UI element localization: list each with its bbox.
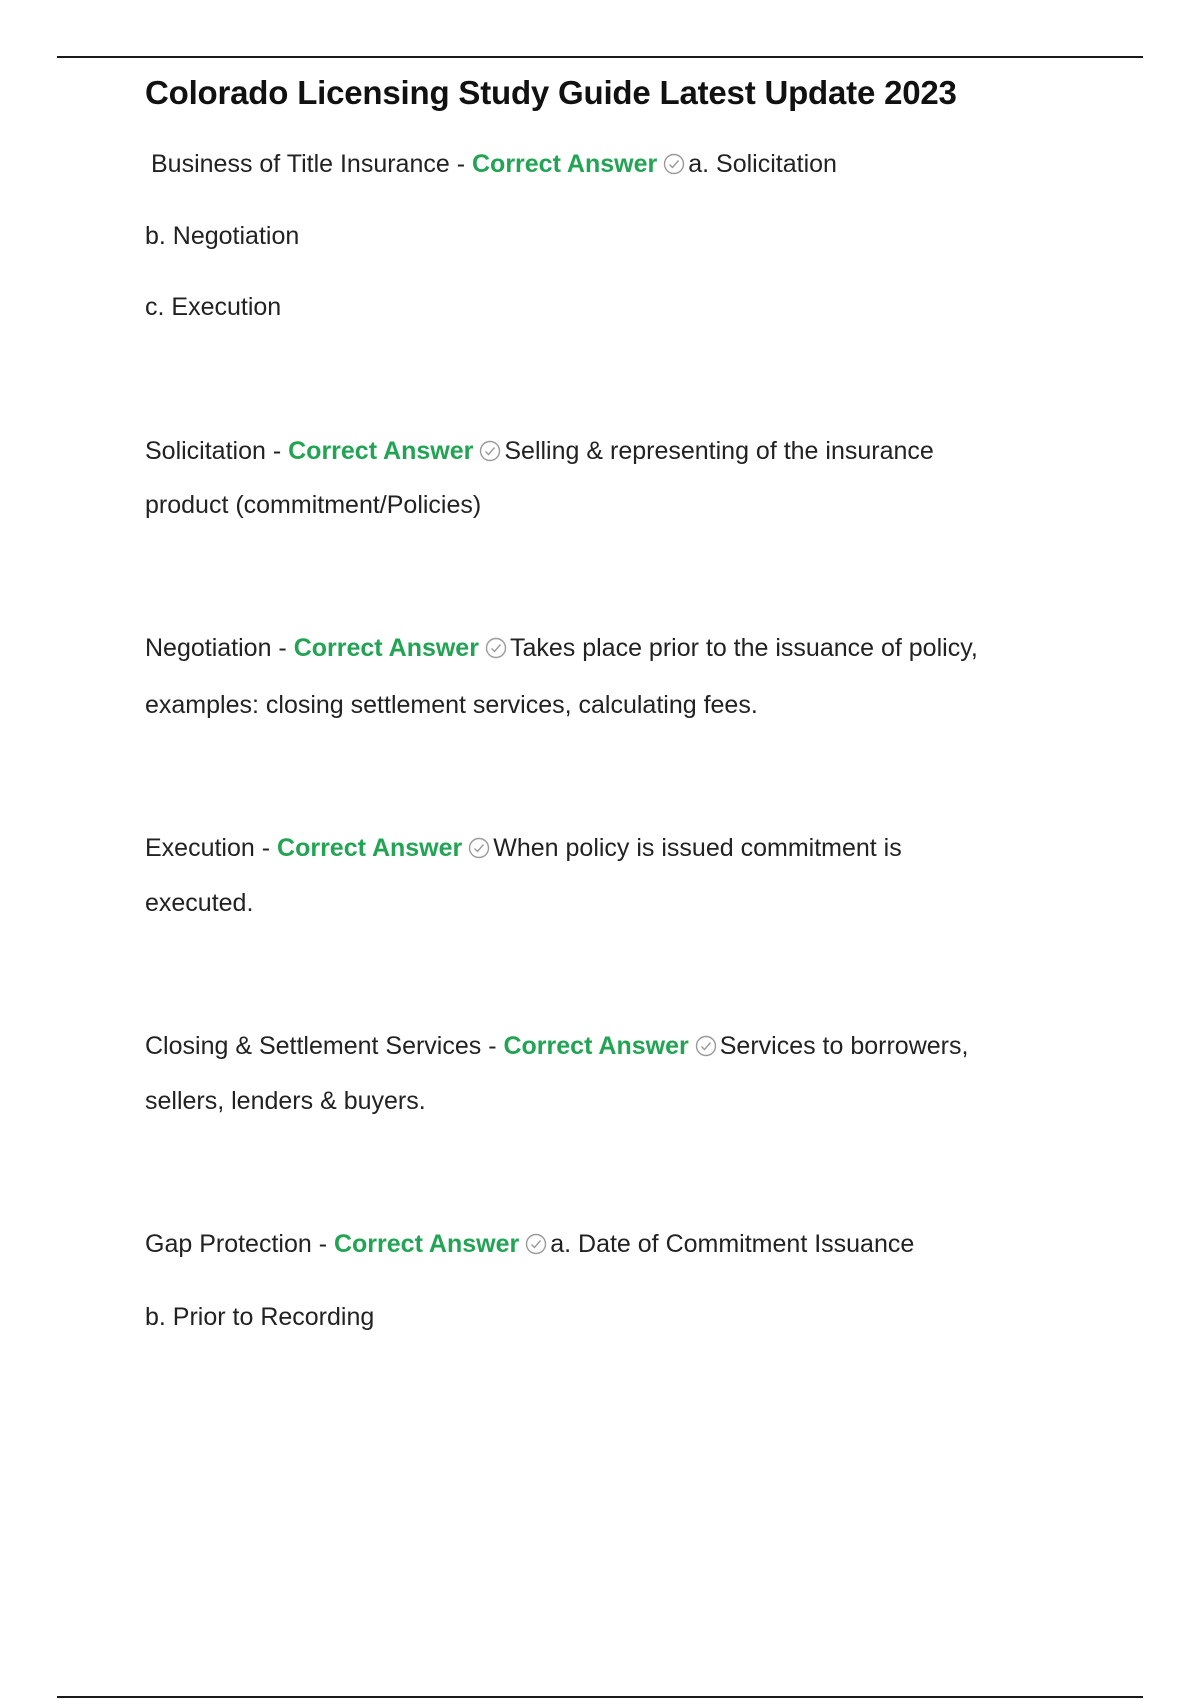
page-title: Colorado Licensing Study Guide Latest Update 2023 <box>145 74 957 111</box>
check-circle-icon <box>695 1035 717 1057</box>
correct-answer-label: Correct Answer <box>293 634 479 662</box>
correct-answer-label: Correct Answer <box>288 437 474 465</box>
entry-line: Closing & Settlement Services - Correct Answer Services to borrowers, <box>145 1032 969 1060</box>
entry-continuation: examples: closing settlement services, calculating fees. <box>145 691 758 719</box>
entry-continuation: executed. <box>145 889 254 917</box>
entry-term: Closing & Settlement Services <box>145 1032 482 1060</box>
entry-answer: When policy is issued commitment is <box>493 834 902 862</box>
entry-continuation: c. Execution <box>145 293 282 321</box>
entry-term: Gap Protection <box>145 1230 312 1258</box>
correct-answer-label: Correct Answer <box>333 1230 520 1258</box>
entry-continuation: sellers, lenders & buyers. <box>145 1087 426 1115</box>
entry-continuation: b. Prior to Recording <box>145 1303 375 1331</box>
check-circle-icon <box>663 153 685 175</box>
entry-answer: Services to borrowers, <box>719 1032 969 1060</box>
entry-answer: a. Date of Commitment Issuance <box>550 1230 915 1258</box>
entry-answer: a. Solicitation <box>688 150 837 178</box>
footer-rule <box>57 1696 1143 1698</box>
entry-term: Business of Title Insurance <box>151 150 450 178</box>
header-rule <box>57 56 1143 58</box>
entry-line: Business of Title Insurance - Correct Answer a. Solicitation <box>151 150 837 178</box>
entry-continuation: b. Negotiation <box>145 222 300 250</box>
entry-line: Execution - Correct Answer When policy is issued commitment is <box>145 834 902 862</box>
check-circle-icon <box>468 837 490 859</box>
correct-answer-label: Correct Answer <box>472 150 658 178</box>
entry-term: Solicitation <box>145 437 266 465</box>
correct-answer-label: Correct Answer <box>503 1032 689 1060</box>
entry-continuation: product (commitment/Policies) <box>145 491 482 519</box>
entry-line: Solicitation - Correct Answer Selling & representing of the insurance <box>145 437 934 465</box>
entry-term: Execution <box>145 834 255 862</box>
check-circle-icon <box>485 637 507 659</box>
check-circle-icon <box>479 440 501 462</box>
entry-answer: Takes place prior to the issuance of policy, <box>509 634 978 662</box>
check-circle-icon <box>525 1233 547 1255</box>
entry-term: Negotiation <box>145 634 272 662</box>
correct-answer-label: Correct Answer <box>277 834 463 862</box>
entry-answer: Selling & representing of the insurance <box>504 437 934 465</box>
entry-line: Gap Protection - Correct Answer a. Date of Commitment Issuance <box>145 1230 915 1258</box>
entry-line: Negotiation - Correct Answer Takes place prior to the issuance of policy, <box>145 634 978 662</box>
